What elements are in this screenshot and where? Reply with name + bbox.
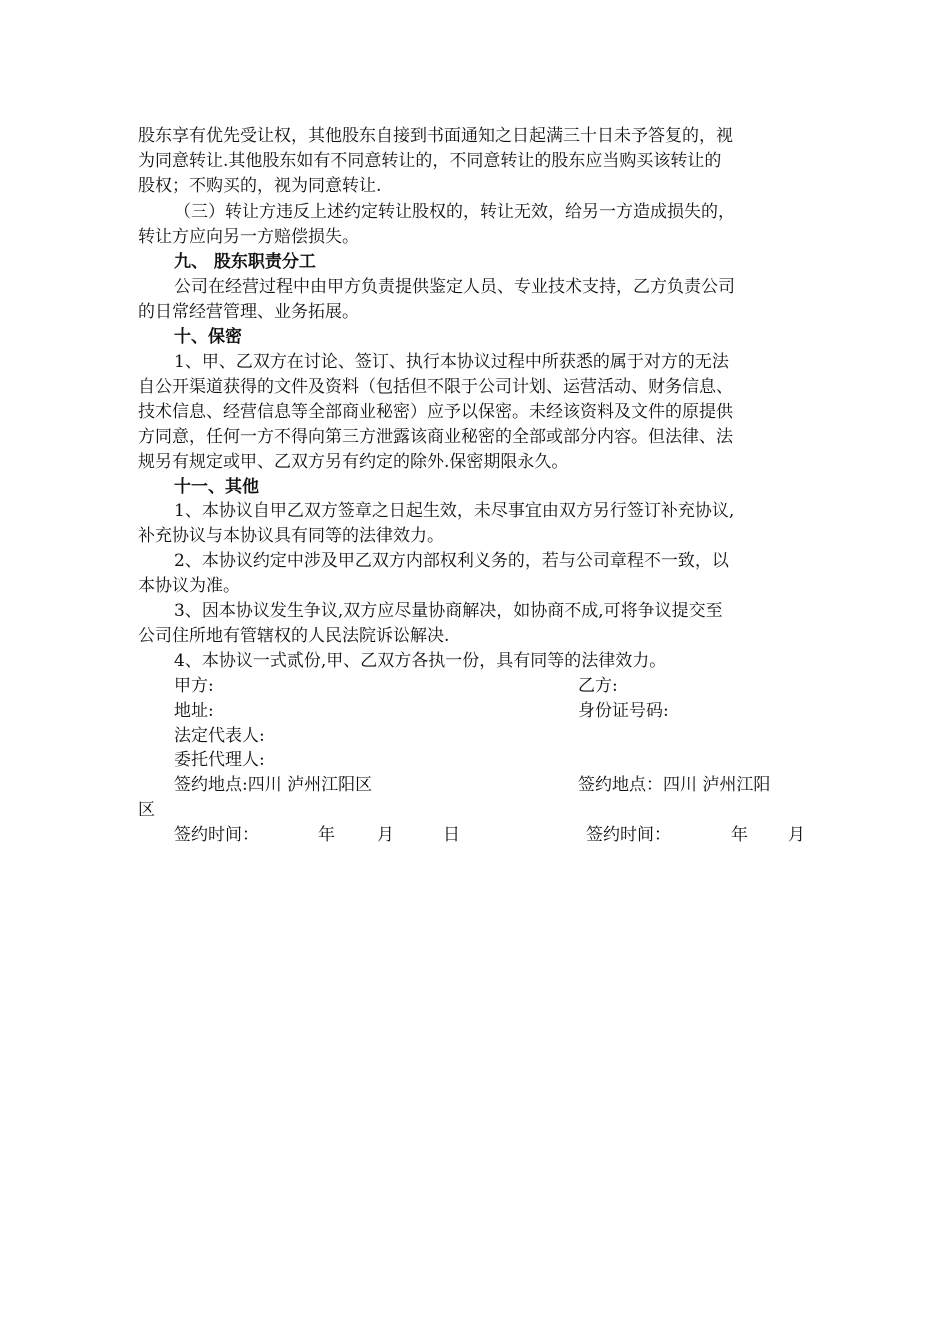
paragraph-line: 补充协议与本协议具有同等的法律效力。	[138, 526, 444, 546]
sign-time-a-month: 月	[377, 825, 394, 845]
paragraph-line: （三）转让方违反上述约定转让股权的，转让无效，给另一方造成损失的，	[174, 202, 735, 222]
paragraph-line: 股权；不购买的，视为同意转让.	[138, 176, 382, 196]
paragraph-line: 规另有规定或甲、乙双方另有约定的除外.保密期限永久。	[138, 452, 569, 472]
paragraph-line: 股东享有优先受让权，其他股东自接到书面通知之日起满三十日未予答复的，视	[138, 126, 733, 146]
paragraph-line: 本协议为准。	[138, 576, 240, 596]
sign-place-b-continued: 区	[138, 800, 155, 820]
party-a-label: 甲方:	[174, 676, 214, 696]
paragraph-line: 1、本协议自甲乙双方签章之日起生效，未尽事宜由双方另行签订补充协议,	[174, 501, 735, 521]
paragraph-line: 转让方应向另一方赔偿损失。	[138, 227, 359, 247]
legal-rep-label: 法定代表人:	[174, 726, 265, 746]
section-heading-9: 九、 股东职责分工	[174, 252, 316, 272]
sign-time-a-label: 签约时间：	[174, 825, 259, 845]
paragraph-line: 3、因本协议发生争议,双方应尽量协商解决，如协商不成,可将争议提交至	[174, 601, 723, 621]
paragraph-line: 方同意，任何一方不得向第三方泄露该商业秘密的全部或部分内容。但法律、法	[138, 427, 733, 447]
sign-time-b-month: 月	[788, 825, 805, 845]
paragraph-line: 4、本协议一式贰份,甲、乙双方各执一份，具有同等的法律效力。	[174, 651, 667, 671]
paragraph-line: 为同意转让.其他股东如有不同意转让的，不同意转让的股东应当购买该转让的	[138, 151, 722, 171]
sign-place-a: 签约地点:四川 泸州江阳区	[174, 775, 373, 795]
section-heading-10: 十、保密	[174, 327, 242, 347]
paragraph-line: 1、甲、乙双方在讨论、签订、执行本协议过程中所获悉的属于对方的无法	[174, 352, 729, 372]
agent-label: 委托代理人:	[174, 750, 265, 770]
sign-time-a-day: 日	[443, 825, 460, 845]
party-b-label: 乙方:	[578, 676, 618, 696]
paragraph-line: 公司住所地有管辖权的人民法院诉讼解决.	[138, 626, 450, 646]
sign-place-b: 签约地点：四川 泸州江阳	[578, 775, 771, 795]
sign-time-b-year: 年	[731, 825, 748, 845]
id-number-label: 身份证号码:	[578, 701, 669, 721]
address-label: 地址:	[174, 701, 214, 721]
section-heading-11: 十一、其他	[174, 477, 259, 497]
sign-time-a-year: 年	[318, 825, 335, 845]
paragraph-line: 的日常经营管理、业务拓展。	[138, 302, 359, 322]
paragraph-line: 2、本协议约定中涉及甲乙双方内部权利义务的，若与公司章程不一致，以	[174, 551, 729, 571]
paragraph-line: 技术信息、经营信息等全部商业秘密）应予以保密。未经该资料及文件的原提供	[138, 402, 733, 422]
paragraph-line: 自公开渠道获得的文件及资料（包括但不限于公司计划、运营活动、财务信息、	[138, 377, 733, 397]
paragraph-line: 公司在经营过程中由甲方负责提供鉴定人员、专业技术支持，乙方负责公司	[174, 277, 735, 297]
sign-time-b-label: 签约时间：	[586, 825, 671, 845]
